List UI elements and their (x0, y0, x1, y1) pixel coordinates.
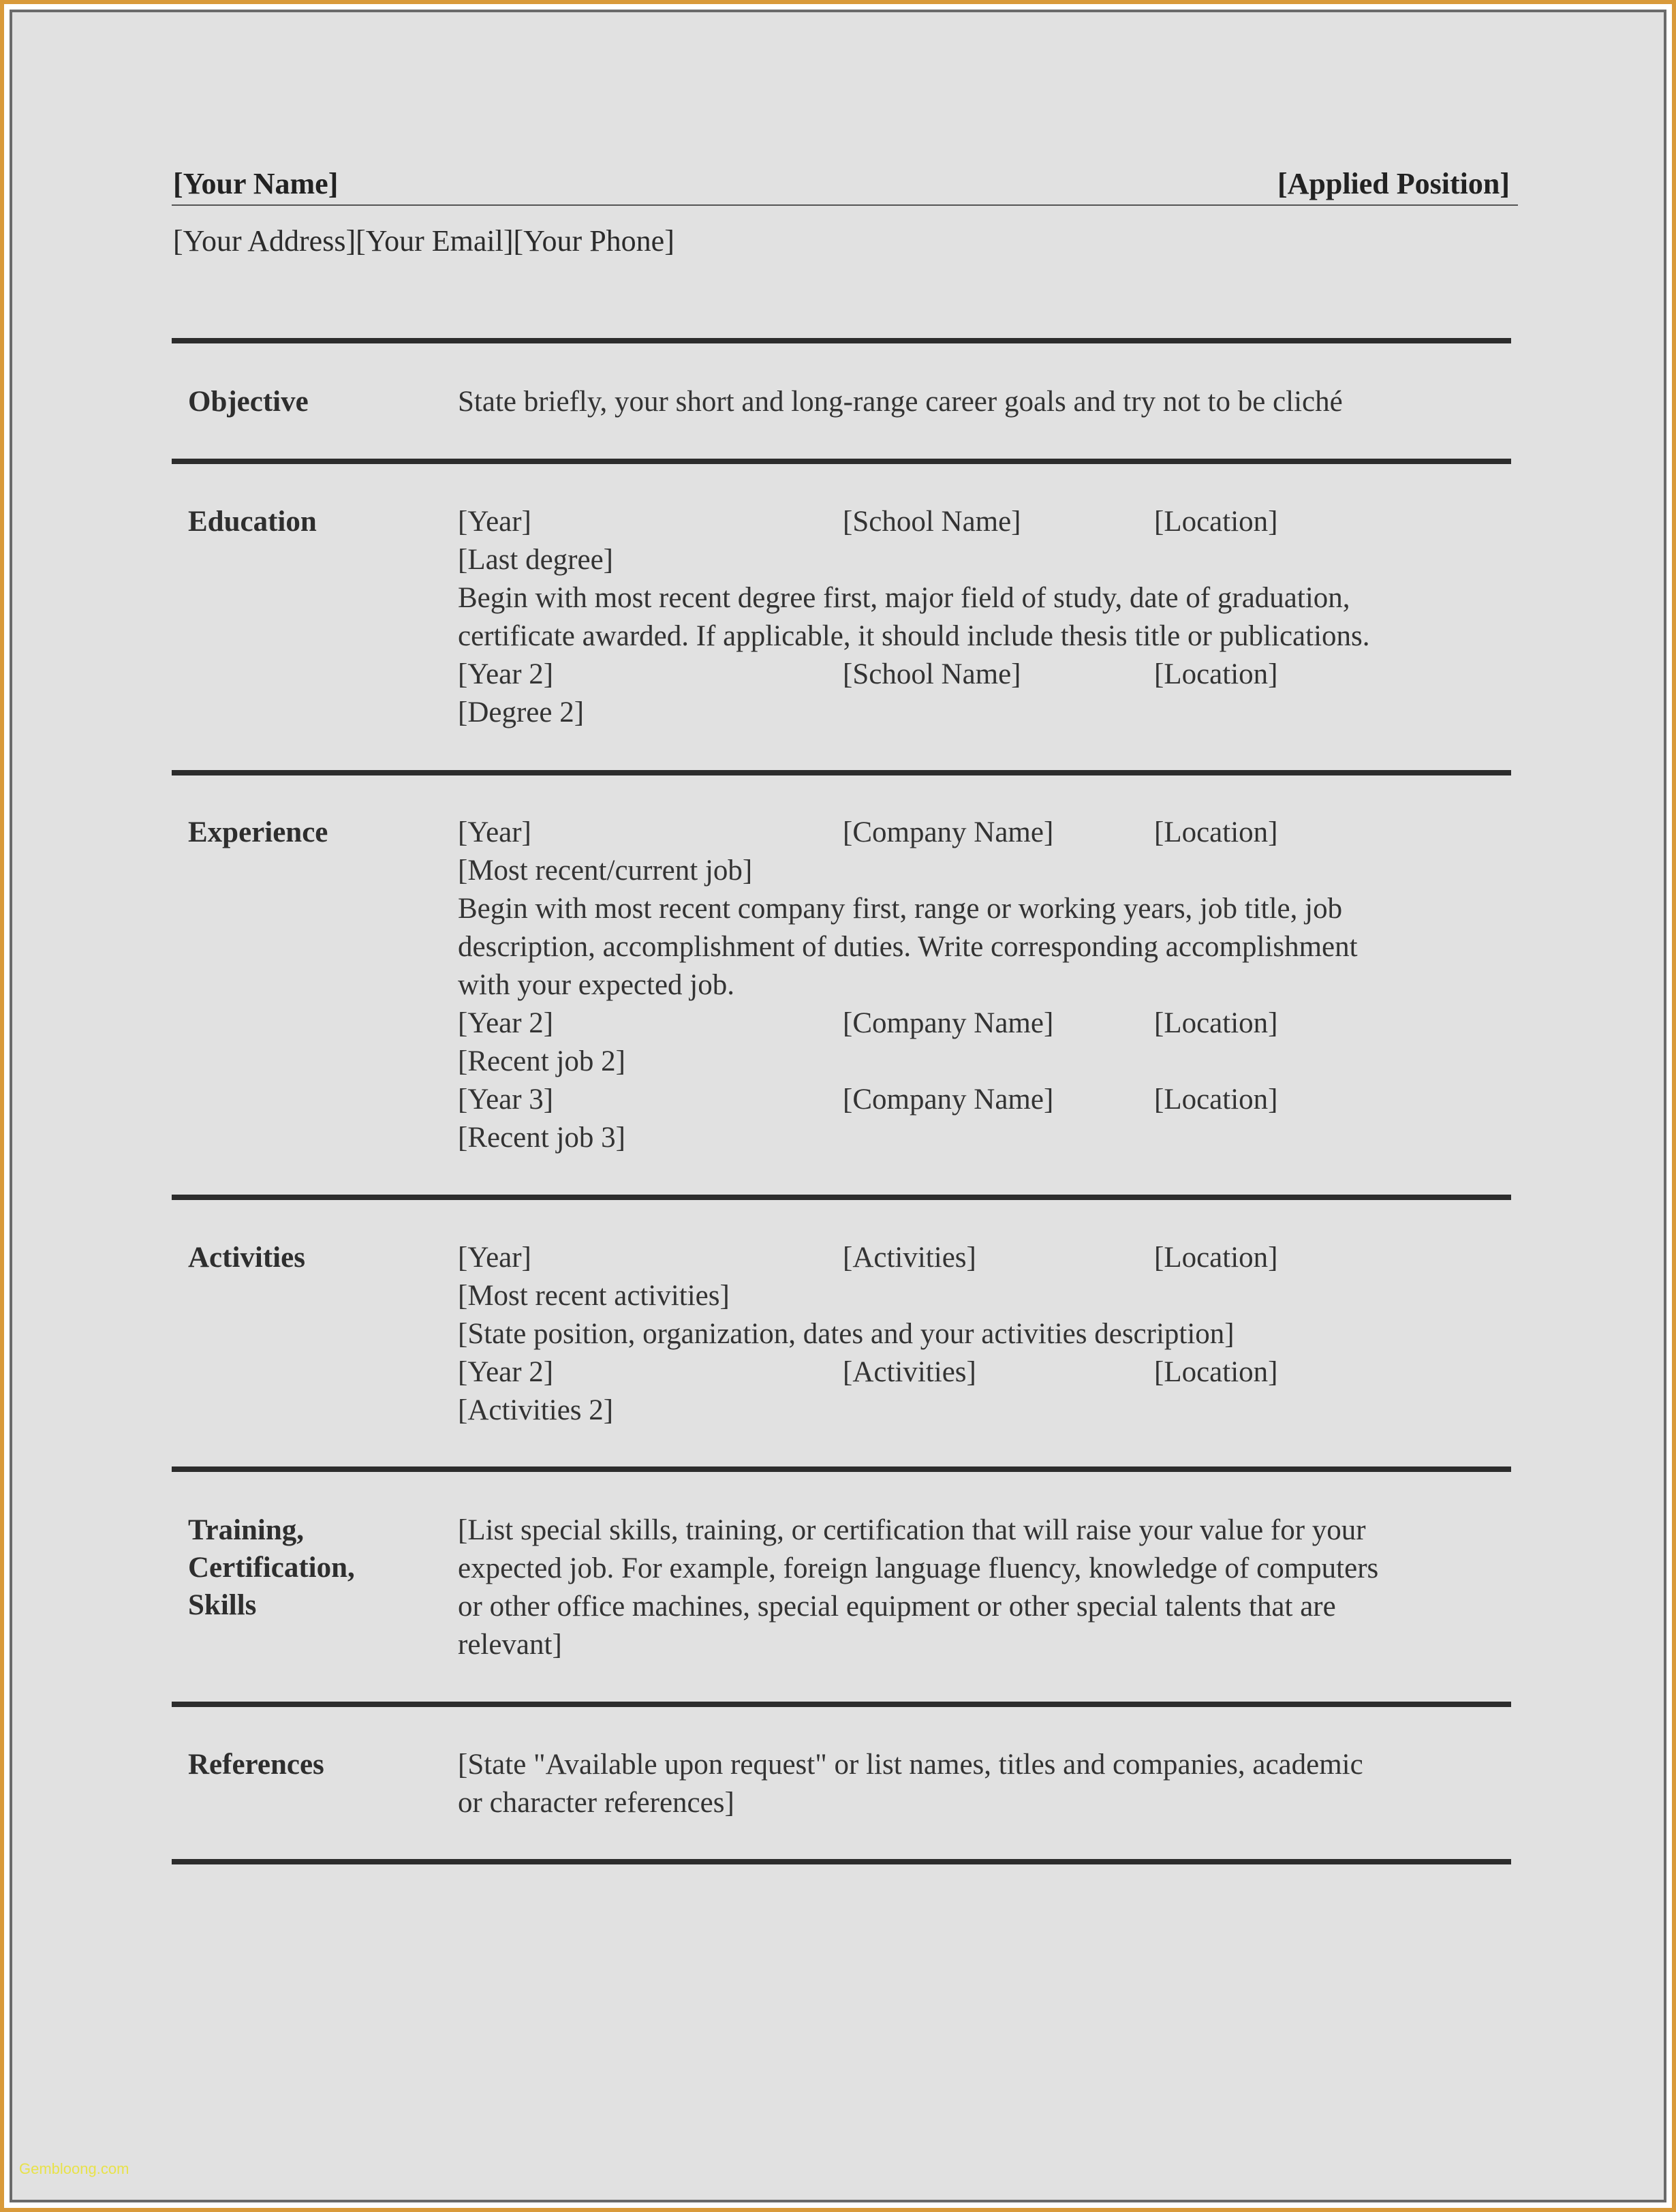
activities-year: [Year] (458, 1242, 531, 1274)
training-body (458, 1511, 1507, 1664)
experience-job: [Most recent/current job] (458, 855, 753, 887)
objective-text: State briefly, your short and long-range career goals and try not to be cliché (458, 386, 1343, 418)
references-body (458, 1746, 1507, 1822)
education-row (458, 503, 1507, 541)
education-degree: [Last degree] (458, 544, 613, 576)
training-text: relevant] (458, 1629, 562, 1661)
section-divider (172, 1466, 1511, 1472)
watermark: Gembloong.com (19, 2160, 129, 2177)
experience-label: Experience (188, 816, 328, 848)
objective-label: Objective (188, 386, 309, 418)
education-location: [Location] (1154, 658, 1278, 690)
experience-year: [Year 2] (458, 1007, 554, 1039)
experience-company: [Company Name] (843, 1007, 1054, 1039)
education-location: [Location] (1154, 506, 1278, 538)
education-year: [Year 2] (458, 658, 554, 690)
training-text: expected job. For example, foreign language fluency, knowledge of computers (458, 1552, 1379, 1584)
experience-row (458, 814, 1507, 852)
references-text: or character references] (458, 1787, 734, 1819)
experience-description: Begin with most recent company first, range or working years, job title, job (458, 893, 1343, 925)
activities-location: [Location] (1154, 1242, 1278, 1274)
section-divider (172, 338, 1511, 343)
experience-job: [Recent job 3] (458, 1122, 625, 1154)
experience-description: description, accomplishment of duties. Write corresponding accomplishment (458, 931, 1358, 963)
experience-year: [Year 3] (458, 1084, 554, 1116)
objective-body (458, 383, 1507, 421)
references-text: [State "Available upon request" or list names, titles and companies, academic (458, 1749, 1363, 1781)
contact-line: [Your Address][Your Email][Your Phone] (173, 224, 674, 258)
activities-name: [Activities] (843, 1356, 976, 1388)
experience-company: [Company Name] (843, 816, 1054, 848)
training-label-line: Certification, (188, 1552, 355, 1584)
activities-row (458, 1353, 1507, 1392)
experience-job: [Recent job 2] (458, 1045, 625, 1077)
experience-row (458, 1081, 1507, 1119)
activities-location: [Location] (1154, 1356, 1278, 1388)
education-year: [Year] (458, 506, 531, 538)
training-label (188, 1511, 355, 1624)
activities-name: [Activities] (843, 1242, 976, 1274)
experience-location: [Location] (1154, 816, 1278, 848)
applied-position: [Applied Position] (1277, 167, 1510, 200)
experience-description: with your expected job. (458, 969, 735, 1001)
activities-item: [Activities 2] (458, 1394, 614, 1426)
activities-row (458, 1239, 1507, 1277)
education-description: certificate awarded. If applicable, it should include thesis title or publications. (458, 620, 1370, 652)
experience-location: [Location] (1154, 1084, 1278, 1116)
training-text: or other office machines, special equipment or other special talents that are (458, 1591, 1336, 1623)
education-school: [School Name] (843, 658, 1021, 690)
references-label: References (188, 1749, 324, 1781)
section-divider (172, 1702, 1511, 1707)
experience-company: [Company Name] (843, 1084, 1054, 1116)
education-row (458, 656, 1507, 694)
applicant-name: [Your Name] (173, 167, 339, 200)
activities-body (458, 1239, 1507, 1430)
section-divider (172, 1195, 1511, 1200)
education-description: Begin with most recent degree first, major field of study, date of graduation, (458, 582, 1350, 614)
activities-label: Activities (188, 1242, 305, 1274)
activities-description: [State position, organization, dates and your activities description] (458, 1318, 1235, 1350)
experience-body (458, 814, 1507, 1157)
header-divider (172, 204, 1518, 206)
education-body (458, 503, 1507, 732)
activities-item: [Most recent activities] (458, 1280, 730, 1312)
section-divider (172, 1859, 1511, 1864)
education-label: Education (188, 506, 317, 538)
education-degree: [Degree 2] (458, 696, 585, 728)
activities-year: [Year 2] (458, 1356, 554, 1388)
section-divider (172, 459, 1511, 464)
training-label-line: Skills (188, 1589, 257, 1621)
education-school: [School Name] (843, 506, 1021, 538)
training-label-line: Training, (188, 1514, 305, 1546)
training-text: [List special skills, training, or certification that will raise your value for your (458, 1514, 1366, 1546)
experience-location: [Location] (1154, 1007, 1278, 1039)
section-divider (172, 770, 1511, 775)
experience-year: [Year] (458, 816, 531, 848)
experience-row (458, 1004, 1507, 1043)
